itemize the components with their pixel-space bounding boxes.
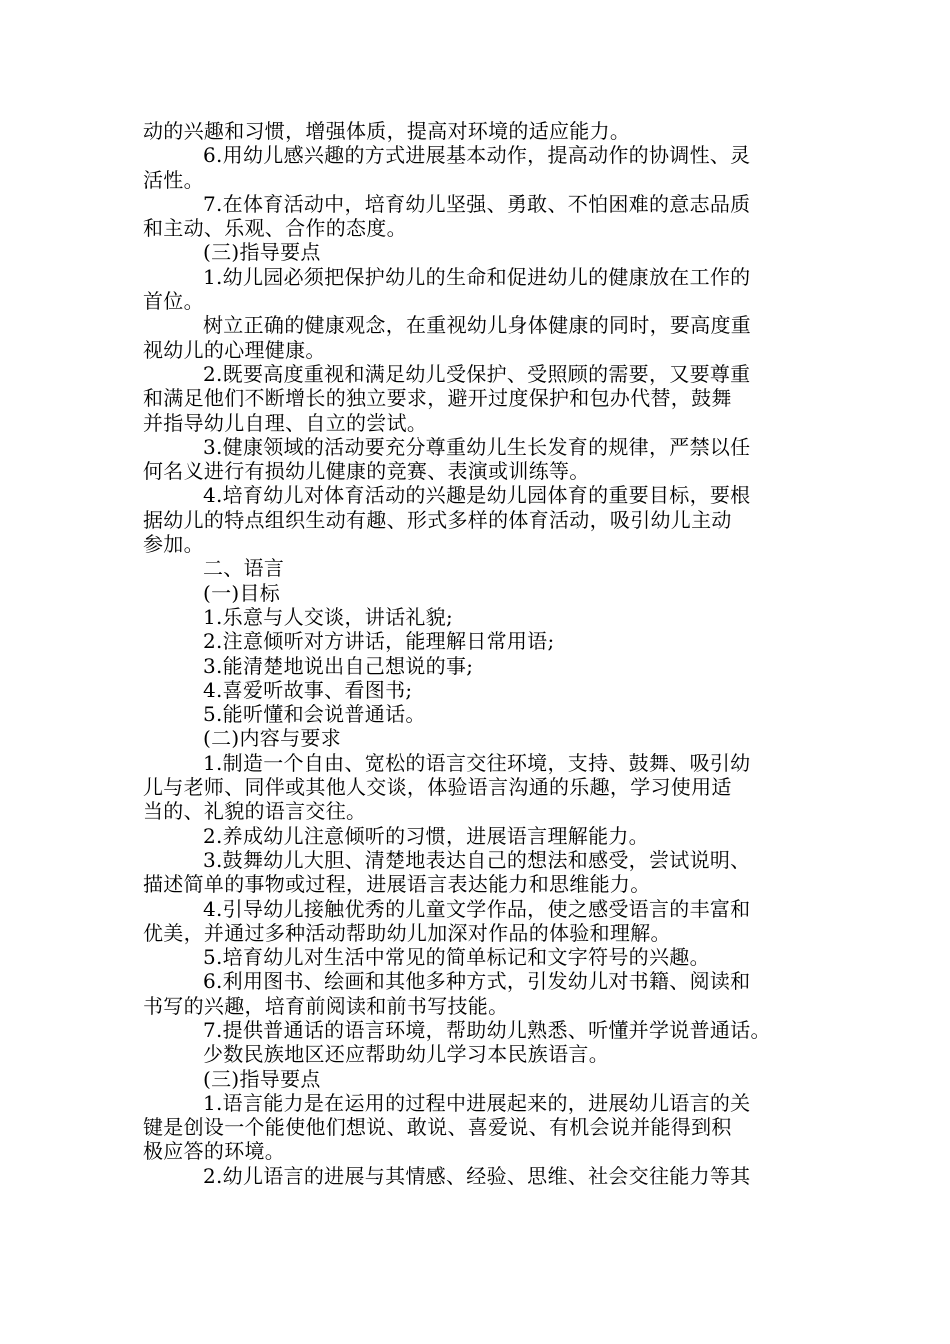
- text-line: (三)指导要点: [203, 1066, 321, 1091]
- text-line: 视幼儿的心理健康。: [143, 337, 326, 362]
- text-line: 7.在体育活动中，培育幼儿坚强、勇敢、不怕困难的意志品质: [203, 191, 751, 216]
- text-line: 据幼儿的特点组织生动有趣、形式多样的体育活动，吸引幼儿主动: [143, 507, 732, 532]
- text-line: 1.语言能力是在运用的过程中进展起来的，进展幼儿语言的关: [203, 1090, 751, 1115]
- text-line: 1.制造一个自由、宽松的语言交往环境，支持、鼓舞、吸引幼: [203, 750, 751, 775]
- text-line: 7.提供普通话的语言环境，帮助幼儿熟悉、听懂并学说普通话。: [203, 1017, 771, 1042]
- text-line: 并指导幼儿自理、自立的尝试。: [143, 410, 428, 435]
- text-line: 参加。: [143, 532, 204, 557]
- text-line: 5.能听懂和会说普通话。: [203, 702, 426, 727]
- text-line: 2.既要高度重视和满足幼儿受保护、受照顾的需要，又要尊重: [203, 361, 751, 386]
- text-line: (三)指导要点: [203, 240, 321, 265]
- text-line: 6.利用图书、绘画和其他多种方式，引发幼儿对书籍、阅读和: [203, 969, 751, 994]
- text-line: 活性。: [143, 167, 204, 192]
- text-line: 和满足他们不断增长的独立要求，避开过度保护和包办代替，鼓舞: [143, 386, 732, 411]
- text-line: 3.健康领域的活动要充分尊重幼儿生长发育的规律，严禁以任: [203, 434, 751, 459]
- text-line: 2.幼儿语言的进展与其情感、经验、思维、社会交往能力等其: [203, 1163, 751, 1188]
- text-line: 4.喜爱听故事、看图书;: [203, 677, 413, 702]
- document-body: [143, 119, 808, 1188]
- text-line: 和主动、乐观、合作的态度。: [143, 216, 407, 241]
- text-line: 2.注意倾听对方讲话，能理解日常用语;: [203, 629, 555, 654]
- text-line: 5.培育幼儿对生活中常见的简单标记和文字符号的兴趣。: [203, 945, 710, 970]
- text-line: 3.能清楚地说出自己想说的事;: [203, 653, 474, 678]
- text-line: 首位。: [143, 289, 204, 314]
- text-line: 当的、礼貌的语言交往。: [143, 799, 367, 824]
- text-line: 极应答的环境。: [143, 1139, 286, 1164]
- text-line: 4.培育幼儿对体育活动的兴趣是幼儿园体育的重要目标，要根: [203, 483, 751, 508]
- text-line: (一)目标: [203, 580, 281, 605]
- text-line: 树立正确的健康观念，在重视幼儿身体健康的同时，要高度重: [203, 313, 752, 338]
- text-line: 儿与老师、同伴或其他人交谈，体验语言沟通的乐趣，学习使用适: [143, 775, 732, 800]
- text-line: 6.用幼儿感兴趣的方式进展基本动作，提高动作的协调性、灵: [203, 143, 751, 168]
- text-line: 1.乐意与人交谈，讲话礼貌;: [203, 604, 454, 629]
- text-line: 1.幼儿园必须把保护幼儿的生命和促进幼儿的健康放在工作的: [203, 264, 751, 289]
- text-line: 动的兴趣和习惯，增强体质，提高对环境的适应能力。: [143, 119, 631, 143]
- text-line: 书写的兴趣，培育前阅读和前书写技能。: [143, 993, 509, 1018]
- text-line: 二、语言: [203, 556, 285, 581]
- text-line: 4.引导幼儿接触优秀的儿童文学作品，使之感受语言的丰富和: [203, 896, 751, 921]
- text-line: 2.养成幼儿注意倾听的习惯，进展语言理解能力。: [203, 823, 649, 848]
- text-line: 描述简单的事物或过程，进展语言表达能力和思维能力。: [143, 872, 651, 897]
- text-line: (二)内容与要求: [203, 726, 342, 751]
- text-line: 何名义进行有损幼儿健康的竞赛、表演或训练等。: [143, 459, 590, 484]
- text-line: 3.鼓舞幼儿大胆、清楚地表达自己的想法和感受，尝试说明、: [203, 847, 751, 872]
- text-line: 优美，并通过多种活动帮助幼儿加深对作品的体验和理解。: [143, 920, 671, 945]
- text-line: 少数民族地区还应帮助幼儿学习本民族语言。: [203, 1042, 609, 1067]
- text-line: 键是创设一个能使他们想说、敢说、喜爱说、有机会说并能得到积: [143, 1115, 732, 1140]
